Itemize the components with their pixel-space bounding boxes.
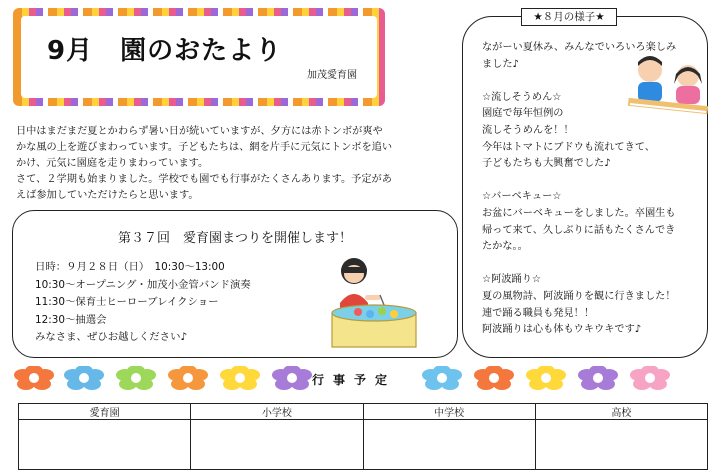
- flower-icon: [116, 366, 156, 390]
- flower-icon: [578, 366, 618, 390]
- august-label: ★８月の様子★: [521, 8, 617, 26]
- festival-detail-item: 12:30〜抽選会: [35, 313, 107, 326]
- festival-details: [35, 259, 251, 347]
- festival-title: 第３７回 愛育園まつりを開催します！: [117, 231, 352, 246]
- flower-icon: [474, 366, 514, 390]
- table-cell: [535, 420, 707, 470]
- title-banner: [13, 8, 385, 106]
- flower-icon: [220, 366, 260, 390]
- intro-line: さて、２学期も始まりました。学校でも園でも行事がたくさんあります。予定があ: [16, 174, 392, 185]
- flower-icon: [630, 366, 670, 390]
- table-cell: [19, 420, 191, 470]
- intro-paragraph: [16, 124, 454, 204]
- column-header-elementary: 小学校: [191, 404, 363, 420]
- column-header-nursery: 愛育園: [19, 404, 191, 420]
- flower-icon: [526, 366, 566, 390]
- girl-fishing-game-illustration: [318, 255, 428, 351]
- intro-line: かな風の上を遊びまわっています。子どもたちは、網を片手に元気にトンボを追い: [16, 142, 393, 153]
- title-banner-inner: [21, 16, 377, 98]
- table-cell: [191, 420, 363, 470]
- events-title: 行事予定: [312, 373, 397, 387]
- publisher-name: 加茂愛育園: [307, 70, 357, 81]
- table-header-row: [19, 404, 708, 420]
- table-cell: [363, 420, 535, 470]
- table-row: [19, 420, 708, 470]
- events-table: [18, 403, 708, 470]
- column-header-high-school: 高校: [535, 404, 707, 420]
- kids-eating-somen-illustration: [626, 54, 710, 120]
- flower-icon: [64, 366, 104, 390]
- page-title: 9月 園のおたより: [47, 36, 283, 66]
- flower-icon: [168, 366, 208, 390]
- festival-detail-item: 10:30〜オープニング・加茂小金管バンド演奏: [35, 278, 251, 291]
- intro-line: 日中はまだまだ夏とかわらず暑い日が続いていますが、夕方には赤トンボが爽や: [16, 126, 383, 137]
- intro-line: えば参加していただけたらと思います。: [16, 190, 199, 201]
- flower-icon: [272, 366, 312, 390]
- festival-announcement: [12, 210, 458, 358]
- august-report-text: ながーい夏休み、みんなでいろいろ楽しみ ました♪ ☆流しそうめん☆ 園庭で毎年恒例の 流しそうめんを！！ 今年はトマトにブドウも流れてきて、 子どもたちも大興奮でした♪ ☆バーベキュー☆ お盆にバーベキューをしました。卒園生も 帰って来て、久しぶりに話もたくさんでき たかな。。 ☆阿波踊り☆ 夏の風物詩、阿波踊りを観に行きました！ 連で踊る職員も発見！！ 阿波踊りは心も体もウキウキです♪: [482, 42, 677, 336]
- flower-icon: [422, 366, 462, 390]
- festival-detail-item: みなさま、ぜひお越しください♪: [35, 331, 188, 343]
- festival-detail-item: 11:30〜保育士ヒーローブレイクショー: [35, 296, 219, 308]
- intro-line: かけ、元気に園庭を走りまわっています。: [16, 158, 209, 169]
- column-header-junior-high: 中学校: [363, 404, 535, 420]
- festival-detail-item: 日時：９月２８日（日） 10:30〜13:00: [35, 261, 225, 273]
- flower-icon: [14, 366, 54, 390]
